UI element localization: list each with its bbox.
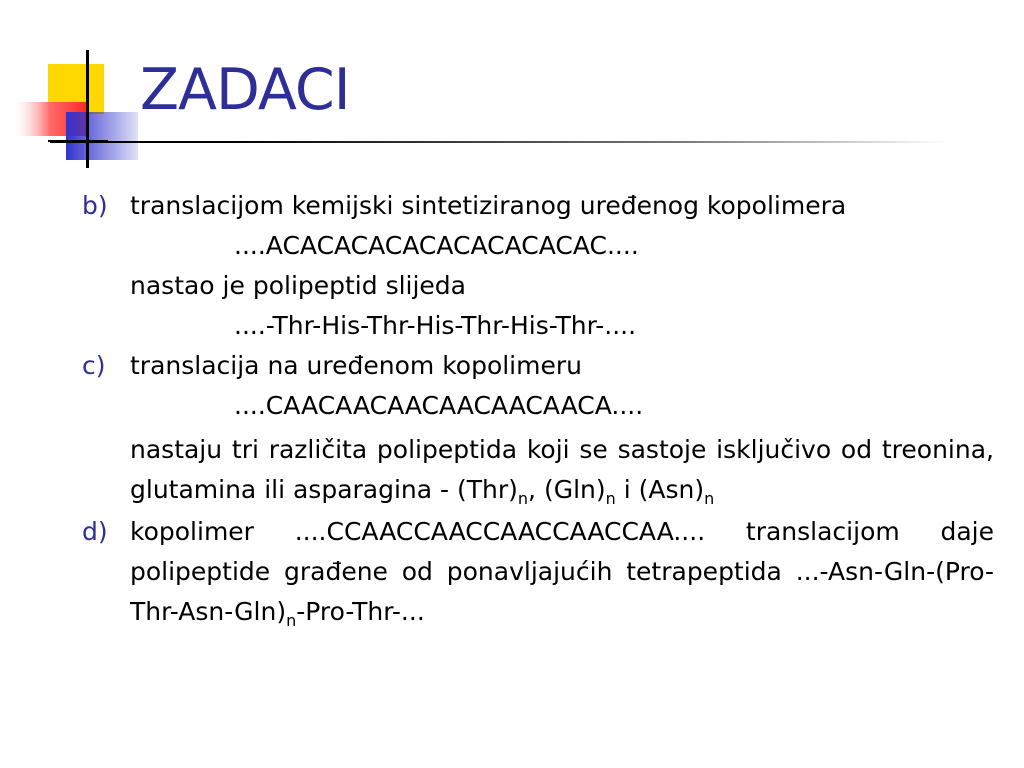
item-text: translacijom kemijski sintetiziranog uređenog kopolimera bbox=[130, 191, 847, 220]
subscript: n bbox=[286, 611, 297, 630]
subscript: n bbox=[517, 489, 529, 508]
list-marker: c) bbox=[82, 351, 106, 380]
list-item-d bbox=[76, 512, 994, 632]
blue-square-shape bbox=[66, 112, 138, 160]
paragraph-text: -Pro-Thr-... bbox=[296, 597, 425, 626]
nucleotide-sequence: ....CAACAACAACAACAACAACA.... bbox=[234, 391, 644, 420]
decorative-logo bbox=[0, 0, 150, 180]
paragraph-text: nastaju tri različita polipeptida koji se sastoje isključivo od treonina, glutamina ili asparagina - (Thr) bbox=[130, 435, 994, 504]
slide-body bbox=[76, 186, 994, 632]
paragraph-text: kopolimer ....CCAACCAACCAACCAACCAA.... translacijom daje polipeptide građene od ponavljajućih tetrapeptida ...-Asn-Gln-(Pro-Thr-Asn-Gln) bbox=[130, 517, 994, 626]
paragraph-text: , (Gln) bbox=[528, 475, 606, 504]
title-underline bbox=[50, 141, 950, 143]
list-item-c bbox=[76, 346, 994, 510]
peptide-sequence: ....-Thr-His-Thr-His-Thr-His-Thr-.... bbox=[234, 311, 637, 340]
item-paragraph bbox=[130, 430, 994, 510]
subscript: n bbox=[605, 489, 616, 508]
nucleotide-sequence: ....ACACACACACACACACACAC.... bbox=[234, 231, 639, 260]
subscript: n bbox=[704, 489, 715, 508]
vertical-line-shape bbox=[86, 50, 89, 168]
paragraph-text: i (Asn) bbox=[615, 475, 705, 504]
list-marker: b) bbox=[82, 191, 108, 220]
list-marker: d) bbox=[82, 517, 108, 546]
item-text: translacija na uređenom kopolimeru bbox=[130, 351, 582, 380]
list-item-b bbox=[76, 186, 994, 346]
slide-title: ZADACI bbox=[140, 57, 350, 123]
item-paragraph bbox=[130, 512, 994, 632]
item-text: nastao je polipeptid slijeda bbox=[130, 271, 466, 300]
